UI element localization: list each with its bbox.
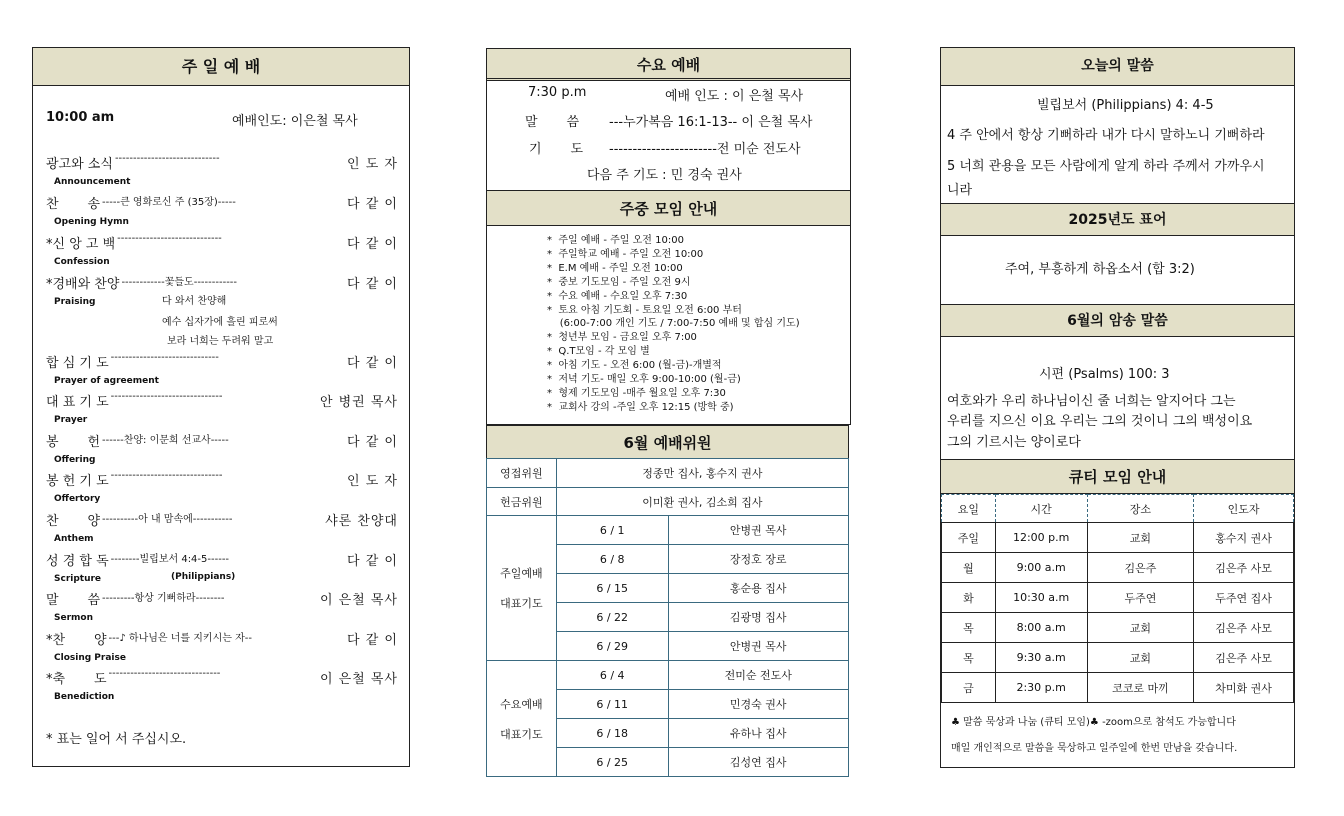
qt-header: 시간 [995,495,1087,523]
prayer-name: 안병권 목사 [668,516,849,545]
qt-title: 큐티 모임 안내 [941,459,1294,494]
sunday-prayer-label-2: 대표기도 [500,597,543,610]
worship-item-en: Anthem [54,534,94,544]
wednesday-time: 7:30 p.m [528,85,587,100]
sunday-footnote: * 표는 일어 서 주십시오. [46,732,187,747]
qt-header: 인도자 [1194,495,1294,523]
wednesday-worship-panel [486,48,851,425]
wednesday-leader: 예배 인도 : 이 은철 목사 [665,89,804,104]
qt-cell: 두주연 집사 [1194,583,1294,613]
worship-item-en: Offertory [54,494,101,504]
prayer-name: 전미순 전도사 [668,661,849,690]
june-servers-table [486,458,849,777]
praising-line-1: 다 와서 찬양해 [162,296,227,307]
qt-cell: 목 [942,613,996,643]
qt-cell: 화 [942,583,996,613]
qt-header: 요일 [942,495,996,523]
weekly-item: * Q.T모임 - 각 모임 별 [547,346,650,358]
prayer-date: 6 / 1 [556,516,668,545]
worship-item [46,273,398,292]
qt-cell: 교회 [1087,643,1194,673]
worship-item [46,352,398,371]
worship-item-en: Confession [54,257,110,267]
prayer-name: 장정호 장로 [668,545,849,574]
worship-item [46,233,398,252]
weekly-title: 주중 모임 안내 [487,190,850,226]
worship-item-leader: 다 같 이 [347,435,398,450]
prayer-date: 6 / 4 [556,661,668,690]
motto-title: 2025년도 표어 [941,203,1294,236]
weekly-item: (6:00-7:00 개인 기도 / 7:00-7:50 예배 및 합심 기도) [547,318,800,330]
qt-cell: 2:30 p.m [995,673,1087,703]
worship-item-label: *축 도 [46,672,107,687]
today-word-title: 오늘의 말씀 [941,48,1294,86]
sunday-time: 10:00 am [46,110,115,125]
qt-cell: 8:00 a.m [995,613,1087,643]
prayer-name: 김광명 집사 [668,603,849,632]
sunday-prayer-label-1: 주일예배 [500,567,543,580]
prayer-date: 6 / 25 [556,748,668,777]
memory-line-3: 그의 기르시는 양이로다 [947,435,1081,450]
qt-note-2: 매일 개인적으로 말씀을 묵상하고 일주일에 한번 만남을 갖습니다. [951,743,1238,754]
prayer-name: 안병권 목사 [668,632,849,661]
qt-cell: 목 [942,643,996,673]
weekly-item: * E.M 예배 - 주일 오전 10:00 [547,262,683,274]
motto-text: 주여, 부흥하게 하옵소서 (합 3:2) [1005,262,1195,277]
qt-note-1: ♣ 말씀 묵상과 나눔 (큐티 모임)♣ -zoom으로 참석도 가능합니다 [951,717,1236,728]
worship-item [46,153,398,172]
worship-item-leader: 다 같 이 [347,356,398,371]
worship-item-label: 찬 양 [46,514,101,529]
qt-cell: 차미화 권사 [1194,673,1294,703]
greeter-label: 영접위원 [487,459,557,488]
weekly-item: * 토요 아침 기도회 - 토요일 오전 6:00 부터 [547,304,742,316]
prayer-name: 유하나 집사 [668,719,849,748]
worship-item-label: 성 경 합 독 [46,554,109,569]
worship-item-detail: --------빌립보서 4:4-5------ [110,554,230,565]
weekly-item: * 주일 예배 - 주일 오전 10:00 [547,235,684,246]
wed-prayer-label [487,661,557,777]
weekly-item: * 청년부 모임 - 금요일 오후 7:00 [547,332,697,344]
greeter-names: 정종만 집사, 홍수지 권사 [556,459,848,488]
worship-item-leader: 다 같 이 [347,277,398,292]
worship-item-detail: ------------------------------- [110,391,223,402]
worship-item-detail: ----------------------------- [114,153,220,164]
wednesday-sermon-label: 말 씀 [525,115,580,130]
worship-item-detail: ------------------------------- [110,470,223,481]
worship-item-en: Announcement [54,177,131,187]
worship-item-detail: ----------아 내 맘속에----------- [102,514,233,525]
memory-ref: 시편 (Psalms) 100: 3 [1039,367,1170,382]
worship-item-label: *찬 양 [46,633,107,648]
qt-cell: 9:00 a.m [995,553,1087,583]
qt-cell: 김은주 사모 [1194,553,1294,583]
worship-item-label: *신 앙 고 백 [46,237,116,252]
worship-item-en: Sermon [54,613,93,623]
sunday-prayer-label [487,516,557,661]
qt-cell: 코코로 마끼 [1087,673,1194,703]
qt-header: 장소 [1087,495,1194,523]
qt-cell: 김은주 [1087,553,1194,583]
worship-item [46,550,398,569]
weekly-item: * 교회사 강의 -주일 오후 12:15 (방학 중) [547,401,734,413]
worship-item-detail: ------------------------------ [110,352,219,363]
prayer-date: 6 / 22 [556,603,668,632]
worship-item [46,470,398,489]
today-word-v4: 4 주 안에서 항상 기뻐하라 내가 다시 말하노니 기뻐하라 [947,128,1265,143]
memory-title: 6월의 암송 말씀 [941,304,1294,337]
worship-item-leader: 샤론 찬양대 [325,514,398,529]
prayer-name: 민경숙 권사 [668,690,849,719]
prayer-date: 6 / 29 [556,632,668,661]
qt-cell: 주일 [942,523,996,553]
worship-item-leader: 이 은철 목사 [319,672,398,687]
worship-item-label: 말 씀 [46,593,101,608]
wed-prayer-label-2: 대표기도 [500,727,543,741]
worship-item-leader: 인 도 자 [347,157,398,172]
qt-cell: 두주연 [1087,583,1194,613]
worship-item [46,431,398,450]
worship-item [46,193,398,212]
wed-prayer-label-1: 수요예배 [500,697,543,711]
worship-item [46,510,398,529]
worship-item-leader: 안 병권 목사 [319,395,398,410]
worship-item-leader: 이 은철 목사 [319,593,398,608]
weekly-item: * 저녁 기도- 매일 오후 9:00-10:00 (월-금) [547,374,741,386]
qt-cell: 9:30 a.m [995,643,1087,673]
sunday-worship-panel [32,47,410,767]
prayer-date: 6 / 15 [556,574,668,603]
today-word-v5a: 5 너희 관용을 모든 사람에게 알게 하라 주께서 가까우시 [947,159,1265,174]
prayer-name: 김성연 집사 [668,748,849,777]
worship-item-en: Praising [54,297,96,307]
worship-item-en: Closing Praise [54,653,126,663]
worship-item-label: 합 심 기 도 [46,356,109,371]
weekly-item: * 주일학교 예배 - 주일 오전 10:00 [547,248,704,260]
worship-item-label: 찬 송 [46,197,101,212]
qt-cell: 교회 [1087,613,1194,643]
worship-item-detail: -----큰 영화로신 주 (35장)----- [102,197,236,208]
worship-item [46,391,398,410]
worship-item-label: *경배와 찬양 [46,277,120,292]
worship-item-label: 광고와 소식 [46,157,113,172]
worship-item-en: Benediction [54,692,115,702]
praising-line-3: 보라 너희는 두려워 말고 [167,336,274,347]
qt-cell: 교회 [1087,523,1194,553]
scripture-en: (Philippians) [171,572,236,582]
offering-label: 헌금위원 [487,488,557,516]
worship-item [46,668,398,687]
worship-item [46,629,398,648]
worship-item-en: Opening Hymn [54,217,129,227]
worship-item-detail: ---------항상 기뻐하라-------- [102,593,225,604]
worship-item [46,589,398,608]
wednesday-prayer-label: 기 도 [529,142,584,157]
weekly-item: * 형제 기도모임 -매주 월요일 오후 7:30 [547,387,726,399]
today-word-v5b: 니라 [947,183,973,198]
worship-item-detail: ----------------------------- [117,233,222,244]
weekly-list [547,234,800,415]
word-panel [940,47,1295,768]
worship-item-leader: 다 같 이 [347,633,398,648]
prayer-date: 6 / 18 [556,719,668,748]
qt-cell: 월 [942,553,996,583]
worship-item-leader: 인 도 자 [347,474,398,489]
offering-names: 이미환 권사, 김소희 집사 [556,488,848,516]
worship-item-leader: 다 같 이 [347,554,398,569]
worship-item-en: Offering [54,455,96,465]
praising-line-2: 예수 십자가에 흘린 피로써 [162,317,278,328]
qt-cell: 홍수지 권사 [1194,523,1294,553]
qt-cell: 금 [942,673,996,703]
prayer-date: 6 / 8 [556,545,668,574]
worship-item-en: Prayer of agreement [54,376,159,386]
worship-item-leader: 다 같 이 [347,237,398,252]
wednesday-next-prayer: 다음 주 기도 : 민 경숙 권사 [587,168,742,183]
worship-item-detail: ------------------------------- [108,668,221,679]
today-word-ref: 빌립보서 (Philippians) 4: 4-5 [1037,98,1214,113]
prayer-name: 홍순용 집사 [668,574,849,603]
qt-cell: 김은주 사모 [1194,613,1294,643]
june-servers-title: 6월 예배위원 [486,425,849,459]
wednesday-title: 수요 예배 [487,49,850,81]
worship-item-detail: ---♪ 하나님은 너를 지키시는 자-- [108,633,252,644]
worship-item-en: Prayer [54,415,88,425]
qt-table [941,494,1294,703]
sunday-title: 주 일 예 배 [33,48,409,86]
worship-item-label: 대 표 기 도 [46,395,109,410]
memory-line-1: 여호와가 우리 하나님이신 줄 너희는 알지어다 그는 [947,394,1236,409]
weekly-item: * 수요 예배 - 수요일 오후 7:30 [547,290,688,302]
worship-item-label: 봉 헌 [46,435,101,450]
weekly-item: * 아침 기도 - 오전 6:00 (월-금)-개별적 [547,360,722,372]
worship-item-en: Scripture [54,574,102,584]
qt-cell: 김은주 사모 [1194,643,1294,673]
qt-cell: 12:00 p.m [995,523,1087,553]
worship-item-detail: ------찬양: 이문희 선교사----- [102,435,229,446]
sunday-leader: 예배인도: 이은철 목사 [232,114,358,129]
wednesday-sermon: ---누가복음 16:1-13-- 이 은철 목사 [609,115,813,130]
worship-item-leader: 다 같 이 [347,197,398,212]
worship-item-label: 봉 헌 기 도 [46,474,109,489]
wednesday-prayer: -----------------------전 미순 전도사 [609,142,801,157]
qt-cell: 10:30 a.m [995,583,1087,613]
memory-line-2: 우리를 지으신 이요 우리는 그의 것이니 그의 백성이요 [947,414,1253,429]
weekly-item: * 중보 기도모임 - 주일 오전 9시 [547,276,691,288]
prayer-date: 6 / 11 [556,690,668,719]
worship-item-detail: ------------꽃들도------------ [121,277,238,288]
